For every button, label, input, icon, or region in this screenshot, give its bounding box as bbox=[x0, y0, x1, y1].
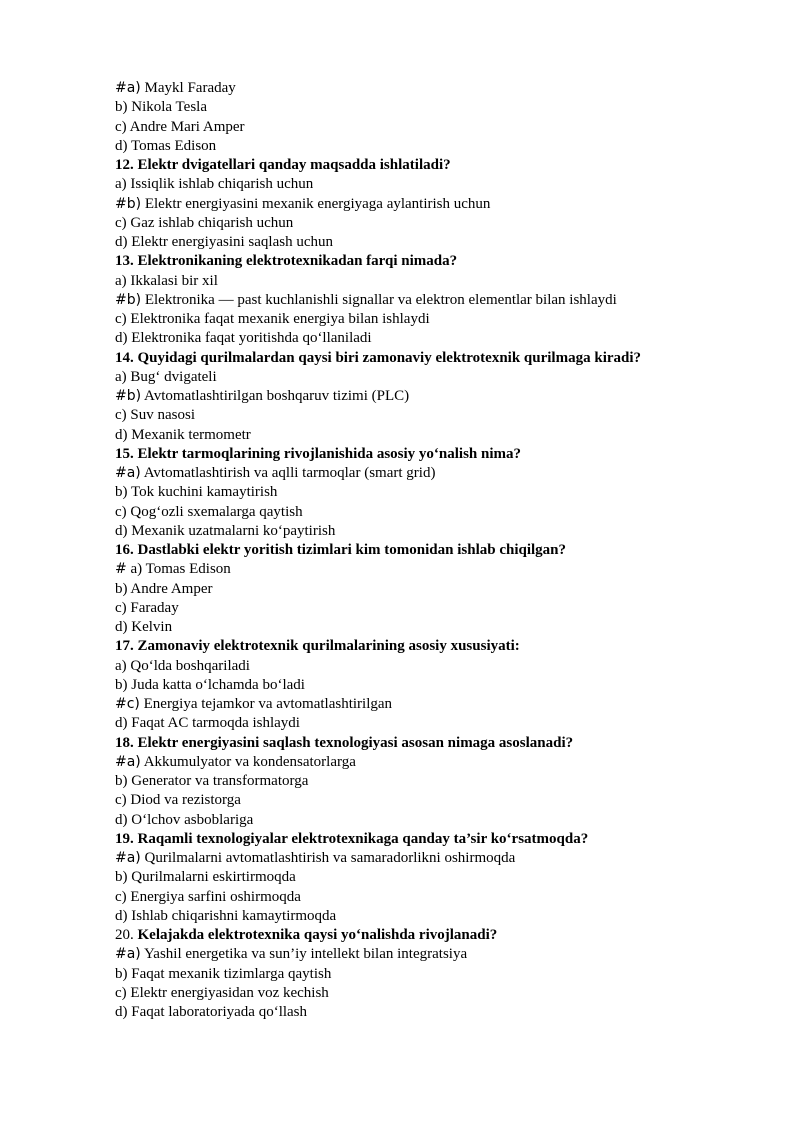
option-text: d) Elektr energiyasini saqlash uchun bbox=[115, 234, 333, 250]
option-text: b) Andre Amper bbox=[115, 580, 213, 597]
option-text: Energiya tejamkor va avtomatlashtirilgan bbox=[139, 696, 393, 712]
option-text: d) Tomas Edison bbox=[115, 137, 217, 154]
option-text: b) Juda katta o‘lchamda bo‘ladi bbox=[115, 676, 305, 693]
option-text: d) Ishlab chiqarishni kamaytirmoqda bbox=[115, 907, 337, 924]
answer-option bbox=[115, 137, 755, 156]
answer-option bbox=[115, 118, 755, 137]
option-text: c) Gaz ishlab chiqarish uchun bbox=[115, 214, 294, 231]
answer-option bbox=[115, 907, 755, 926]
answer-option bbox=[115, 599, 755, 618]
answer-option bbox=[115, 98, 755, 117]
answer-option bbox=[115, 676, 755, 695]
option-text: c) Andre Mari Amper bbox=[115, 118, 245, 135]
answer-option bbox=[115, 714, 755, 733]
correct-answer-option bbox=[115, 849, 755, 868]
option-text: d) Kelvin bbox=[115, 619, 173, 635]
answer-option bbox=[115, 888, 755, 907]
answer-option bbox=[115, 1003, 755, 1022]
option-text: c) Qog‘ozli sxemalarga qaytish bbox=[115, 503, 303, 520]
option-text: Akkumulyator va kondensatorlarga bbox=[140, 753, 356, 770]
correct-answer-option bbox=[115, 945, 755, 964]
correct-answer-option bbox=[115, 464, 755, 483]
correct-answer-option bbox=[115, 560, 755, 579]
answer-marker: #b) bbox=[115, 291, 142, 308]
option-text: c) Elektr energiyasidan voz kechish bbox=[115, 984, 329, 1001]
answer-marker: #a) bbox=[115, 850, 141, 866]
question-text: Kelajakda elektrotexnika qaysi yo‘nalishda rivojlanadi? bbox=[137, 927, 498, 943]
option-text: a) Issiqlik ishlab chiqarish uchun bbox=[115, 176, 314, 193]
option-text: c) Faraday bbox=[115, 599, 179, 616]
answer-option bbox=[115, 233, 755, 252]
question-heading: 13. Elektronikaning elektrotexnikadan farqi nimada? bbox=[115, 253, 458, 270]
answer-marker: #b) bbox=[115, 195, 142, 212]
option-text: Avtomatlashtirish va aqlli tarmoqlar (smart grid) bbox=[140, 465, 436, 481]
option-text: c) Elektronika faqat mexanik energiya bilan ishlaydi bbox=[115, 311, 430, 327]
question-heading: 14. Quyidagi qurilmalardan qaysi biri zamonaviy elektrotexnik qurilmaga kiradi? bbox=[115, 349, 642, 366]
answer-marker: #a) bbox=[115, 465, 141, 481]
answer-option bbox=[115, 503, 755, 522]
answer-option bbox=[115, 214, 755, 233]
option-text: b) Qurilmalarni eskirtirmoqda bbox=[115, 869, 296, 886]
answer-marker: #a) bbox=[115, 946, 141, 963]
answer-option bbox=[115, 772, 755, 791]
question-heading: 12. Elektr dvigatellari qanday maqsadda ishlatiladi? bbox=[115, 157, 451, 173]
option-text: d) O‘lchov asboblariga bbox=[115, 811, 254, 828]
answer-option bbox=[115, 406, 755, 425]
question-heading: 17. Zamonaviy elektrotexnik qurilmalarining asosiy xususiyati: bbox=[115, 638, 520, 655]
answer-option bbox=[115, 791, 755, 810]
option-text: d) Faqat laboratoriyada qo‘llash bbox=[115, 1004, 308, 1020]
option-text: d) Faqat AC tarmoqda ishlaydi bbox=[115, 715, 300, 732]
answer-option bbox=[115, 811, 755, 830]
option-text: a) Tomas Edison bbox=[126, 561, 231, 578]
correct-answer-option bbox=[115, 291, 755, 310]
option-text: b) Nikola Tesla bbox=[115, 99, 207, 116]
answer-option bbox=[115, 483, 755, 502]
correct-answer-option bbox=[115, 695, 755, 714]
option-text: Avtomatlashtirilgan boshqaruv tizimi (PLC) bbox=[141, 388, 410, 404]
option-text: Maykl Faraday bbox=[140, 80, 236, 96]
answer-option bbox=[115, 329, 755, 348]
answer-option bbox=[115, 426, 755, 445]
answer-marker: #b) bbox=[115, 388, 142, 404]
question-heading: 15. Elektr tarmoqlarining rivojlanishida asosiy yo‘nalish nima? bbox=[115, 445, 522, 462]
option-text: Elektronika — past kuchlanishli signallar va elektron elementlar bilan ishlaydi bbox=[141, 291, 617, 308]
correct-answer-option bbox=[115, 753, 755, 772]
answer-option bbox=[115, 310, 755, 329]
answer-option bbox=[115, 965, 755, 984]
answer-option bbox=[115, 618, 755, 637]
option-text: Elektr energiyasini mexanik energiyaga aylantirish uchun bbox=[141, 195, 491, 212]
correct-answer-option bbox=[115, 387, 755, 406]
option-text: d) Elektronika faqat yoritishda qo‘llaniladi bbox=[115, 330, 372, 347]
answer-option bbox=[115, 175, 755, 194]
answer-marker: #c) bbox=[115, 696, 140, 712]
option-text: Yashil energetika va sun’iy intellekt bilan integratsiya bbox=[140, 946, 468, 963]
answer-option bbox=[115, 868, 755, 887]
option-text: a) Ikkalasi bir xil bbox=[115, 272, 218, 289]
option-text: c) Diod va rezistorga bbox=[115, 792, 241, 809]
option-text: a) Qo‘lda boshqariladi bbox=[115, 657, 250, 674]
correct-answer-option bbox=[115, 195, 755, 214]
question-heading bbox=[115, 926, 755, 945]
option-text: c) Energiya sarfini oshirmoqda bbox=[115, 888, 301, 905]
question-heading: 16. Dastlabki elektr yoritish tizimlari kim tomonidan ishlab chiqilgan? bbox=[115, 542, 567, 558]
option-text: d) Mexanik termometr bbox=[115, 426, 251, 443]
quiz-text-body bbox=[115, 79, 755, 1022]
option-text: b) Generator va transformatorga bbox=[115, 773, 309, 789]
correct-answer-option bbox=[115, 79, 755, 98]
question-heading: 19. Raqamli texnologiyalar elektrotexnikaga qanday ta’sir ko‘rsatmoqda? bbox=[115, 830, 589, 847]
answer-option bbox=[115, 984, 755, 1003]
answer-option bbox=[115, 368, 755, 387]
answer-marker: # bbox=[115, 561, 127, 578]
answer-option bbox=[115, 272, 755, 291]
answer-marker: #a) bbox=[115, 80, 141, 96]
option-text: b) Faqat mexanik tizimlarga qaytish bbox=[115, 965, 332, 982]
option-text: b) Tok kuchini kamaytirish bbox=[115, 484, 278, 501]
question-heading: 18. Elektr energiyasini saqlash texnologiyasi asosan nimaga asoslanadi? bbox=[115, 734, 574, 751]
answer-option bbox=[115, 657, 755, 676]
answer-option bbox=[115, 522, 755, 541]
answer-marker: #a) bbox=[115, 753, 141, 770]
option-text: d) Mexanik uzatmalarni ko‘paytirish bbox=[115, 522, 336, 539]
answer-option bbox=[115, 580, 755, 599]
option-text: c) Suv nasosi bbox=[115, 407, 195, 424]
option-text: Qurilmalarni avtomatlashtirish va samaradorlikni oshirmoqda bbox=[140, 850, 516, 866]
question-number: 20. bbox=[115, 927, 138, 943]
option-text: a) Bug‘ dvigateli bbox=[115, 368, 217, 385]
